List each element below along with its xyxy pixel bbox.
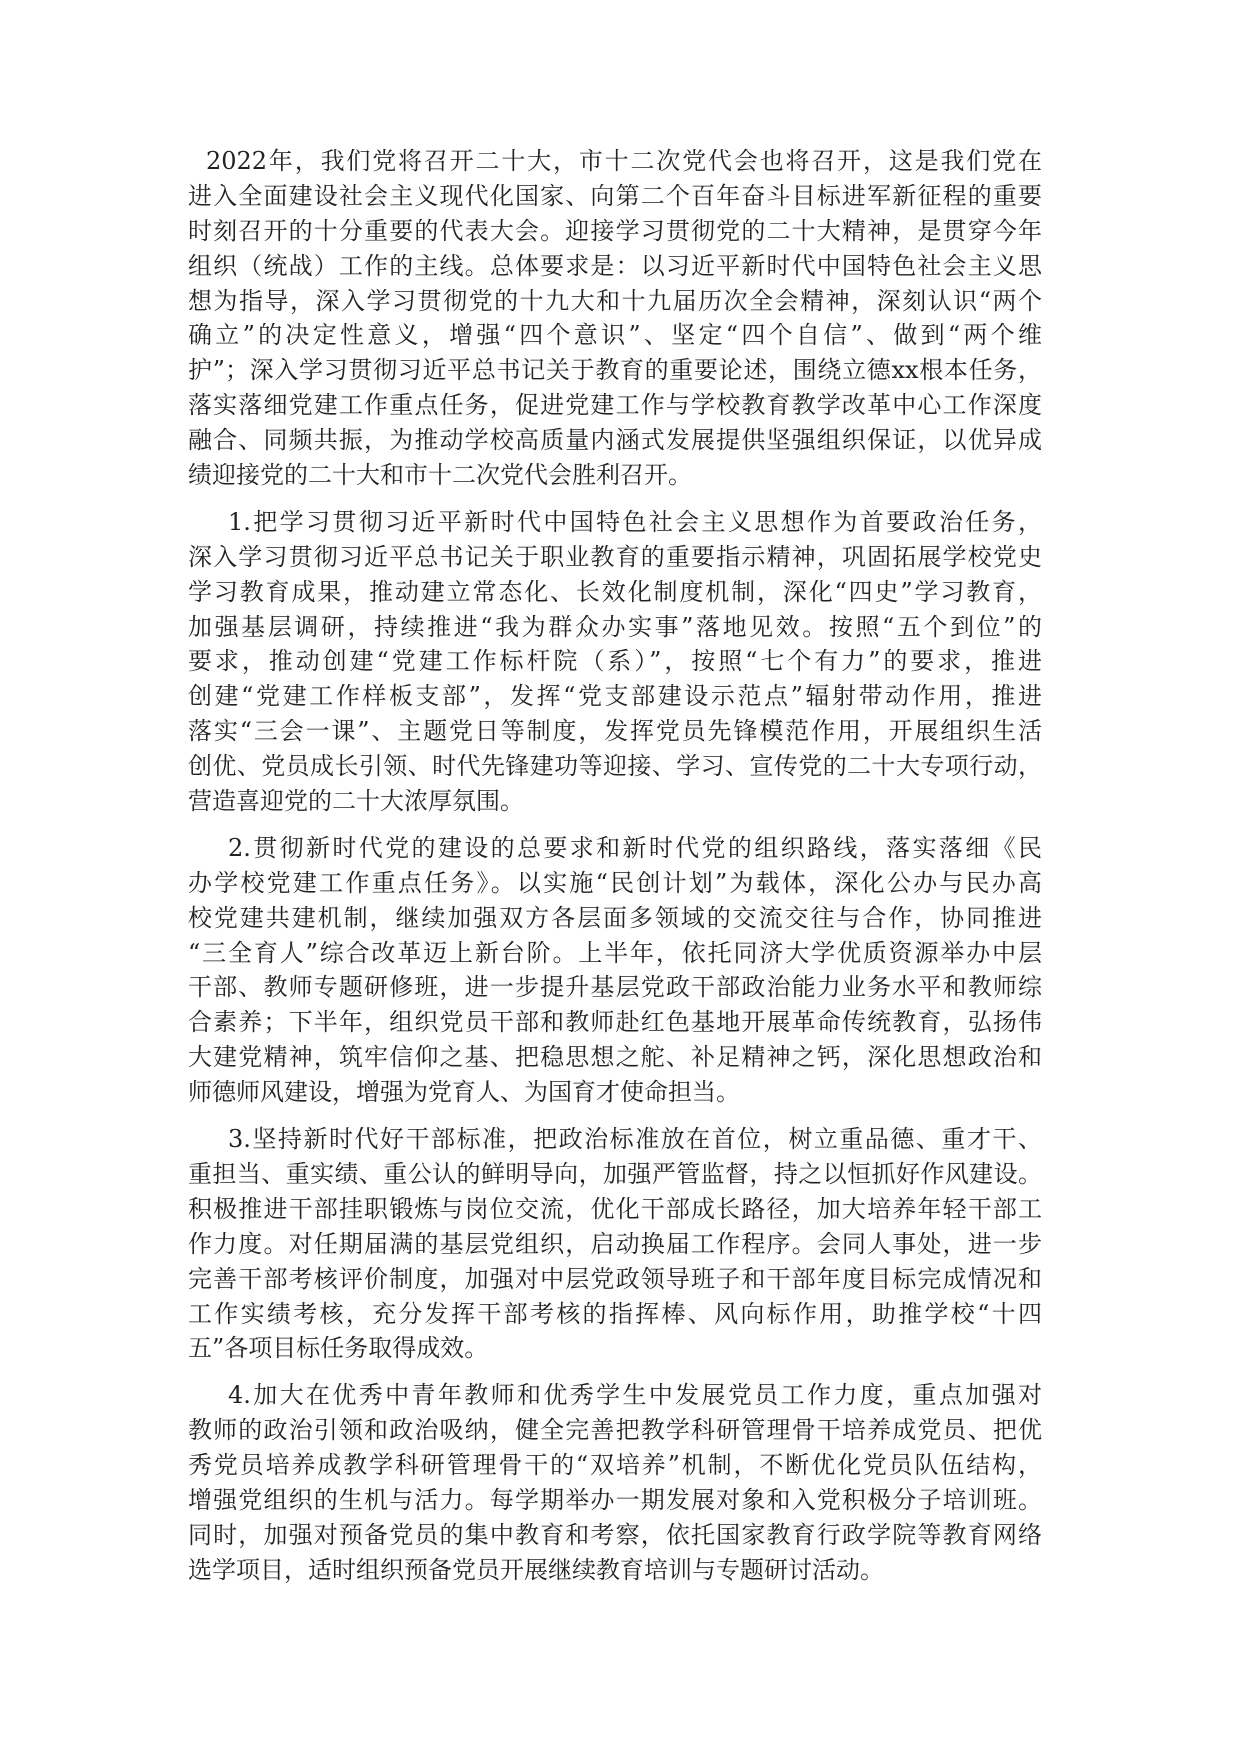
text-line: 重担当、重实绩、重公认的鲜明导向，加强严管监督，持之以恒抓好作风建设。 (188, 1159, 1042, 1188)
text-line: 作力度。对任期届满的基层党组织，启动换届工作程序。会同人事处，进一步 (188, 1229, 1042, 1258)
text-line: 同时，加强对预备党员的集中教育和考察，依托国家教育行政学院等教育网络 (188, 1520, 1042, 1549)
text-line: 五”各项目标任务取得成效。 (188, 1334, 489, 1363)
text-line: 办学校党建工作重点任务》。以实施“民创计划”为载体，深化公办与民办高 (188, 868, 1042, 897)
text-line: 1.把学习贯彻习近平新时代中国特色社会主义思想作为首要政治任务， (228, 507, 1042, 536)
text-line: 2022年，我们党将召开二十大，市十二次党代会也将召开，这是我们党在 (206, 147, 1042, 175)
text-line: 大建党精神，筑牢信仰之基、把稳思想之舵、补足精神之钙，深化思想政治和 (188, 1043, 1042, 1072)
text-line: 校党建共建机制，继续加强双方各层面多领域的交流交往与合作，协同推进 (188, 903, 1042, 932)
text-line: 融合、同频共振，为推动学校高质量内涵式发展提供坚强组织保证，以优异成 (188, 426, 1042, 455)
text-line: 深入学习贯彻习近平总书记关于职业教育的重要指示精神，巩固拓展学校党史 (188, 542, 1042, 571)
text-line: 师德师风建设，增强为党育人、为国育才使命担当。 (188, 1078, 740, 1107)
paragraph-4 (188, 1122, 1042, 1366)
text-line: 落实落细党建工作重点任务，促进党建工作与学校教育教学改革中心工作深度 (188, 391, 1042, 420)
text-line: 4.加大在优秀中青年教师和优秀学生中发展党员工作力度，重点加强对 (228, 1381, 1042, 1410)
text-line: 营造喜迎党的二十大浓厚氛围。 (188, 787, 524, 816)
text-line: 确立”的决定性意义，增强“四个意识”、坚定“四个自信”、做到“两个维 (188, 321, 1042, 350)
text-line: 工作实绩考核，充分发挥干部考核的指挥棒、风向标作用，助推学校“十四 (188, 1299, 1042, 1328)
text-line: 学习教育成果，推动建立常态化、长效化制度机制，深化“四史”学习教育， (188, 577, 1042, 606)
text-line: 干部、教师专题研修班，进一步提升基层党政干部政治能力业务水平和教师综 (188, 973, 1042, 1002)
paragraph-1 (188, 144, 1042, 493)
text-line: 秀党员培养成教学科研管理骨干的“双培养”机制，不断优化党员队伍结构， (188, 1451, 1042, 1480)
text-line: 选学项目，适时组织预备党员开展继续教育培训与专题研讨活动。 (188, 1555, 884, 1584)
text-line: 完善干部考核评价制度，加强对中层党政领导班子和干部年度目标完成情况和 (188, 1264, 1042, 1293)
paragraph-2 (188, 505, 1042, 819)
text-line: 组织（统战）工作的主线。总体要求是：以习近平新时代中国特色社会主义思 (188, 251, 1042, 280)
paragraph-3 (188, 831, 1042, 1110)
text-line: 时刻召开的十分重要的代表大会。迎接学习贯彻党的二十大精神，是贯穿今年 (188, 216, 1042, 245)
text-line: 绩迎接党的二十大和市十二次党代会胜利召开。 (188, 461, 692, 490)
text-line: 教师的政治引领和政治吸纳，健全完善把教学科研管理骨干培养成党员、把优 (188, 1416, 1042, 1445)
text-line: 创优、党员成长引领、时代先锋建功等迎接、学习、宣传党的二十大专项行动， (188, 752, 1042, 781)
text-line: “三全育人”综合改革迈上新台阶。上半年，依托同济大学优质资源举办中层 (188, 938, 1042, 967)
text-line: 合素养；下半年，组织党员干部和教师赴红色基地开展革命传统教育，弘扬伟 (188, 1008, 1042, 1037)
text-line: 加强基层调研，持续推进“我为群众办实事”落地见效。按照“五个到位”的 (188, 612, 1042, 641)
text-line: 想为指导，深入学习贯彻党的十九大和十九届历次全会精神，深刻认识“两个 (188, 286, 1042, 315)
text-line: 落实“三会一课”、主题党日等制度，发挥党员先锋模范作用，开展组织生活 (188, 717, 1042, 746)
paragraph-5 (188, 1378, 1042, 1587)
text-line: 3.坚持新时代好干部标准，把政治标准放在首位，树立重品德、重才干、 (228, 1125, 1042, 1154)
text-line: 2.贯彻新时代党的建设的总要求和新时代党的组织路线，落实落细《民 (228, 833, 1042, 862)
text-line: 增强党组织的生机与活力。每学期举办一期发展对象和入党积极分子培训班。 (188, 1485, 1042, 1514)
text-line: 创建“党建工作样板支部”，发挥“党支部建设示范点”辐射带动作用，推进 (188, 682, 1042, 711)
text-line: 要求，推动创建“党建工作标杆院（系）”，按照“七个有力”的要求，推进 (188, 647, 1042, 676)
text-line: 进入全面建设社会主义现代化国家、向第二个百年奋斗目标进军新征程的重要 (188, 181, 1042, 210)
text-line: 护”；深入学习贯彻习近平总书记关于教育的重要论述，围绕立德xx根本任务， (188, 356, 1042, 385)
text-line: 积极推进干部挂职锻炼与岗位交流，优化干部成长路径，加大培养年轻干部工 (188, 1194, 1042, 1223)
document-page (188, 144, 1042, 1600)
